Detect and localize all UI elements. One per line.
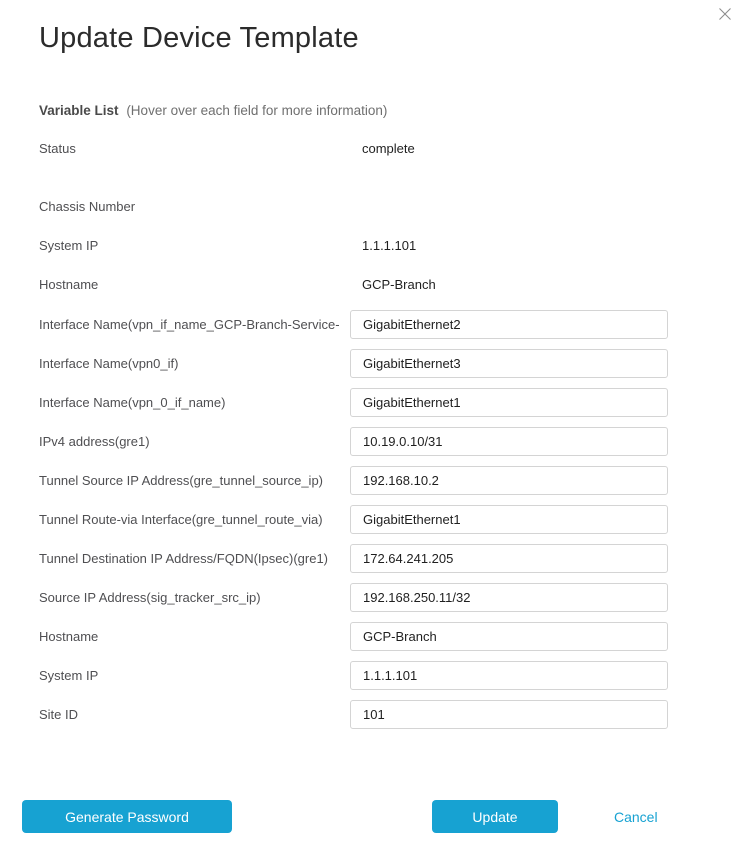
tunnel-source-ip-input[interactable]	[350, 466, 668, 495]
row-system-ip-input	[39, 661, 713, 690]
row-hostname-input	[39, 622, 713, 651]
field-label: Hostname	[39, 276, 99, 292]
field-label: IPv4 address(gre1)	[39, 434, 150, 449]
dialog-title: Update Device Template	[39, 22, 359, 54]
field-label: Interface Name(vpn_if_name_GCP-Branch-Service-	[39, 317, 340, 332]
row-site-id	[39, 700, 713, 729]
cancel-button[interactable]: Cancel	[614, 808, 658, 825]
field-label: Site ID	[39, 707, 79, 722]
row-tunnel-destination-ip	[39, 544, 713, 573]
update-button[interactable]: Update	[432, 800, 558, 833]
field-label: Interface Name(vpn0_if)	[39, 356, 179, 371]
field-label: Chassis Number	[39, 198, 136, 214]
system-ip-input[interactable]	[350, 661, 668, 690]
interface-name-service-input[interactable]	[350, 310, 668, 339]
close-icon[interactable]	[717, 6, 733, 22]
row-interface-name-service	[39, 310, 713, 339]
system-ip-value: 1.1.1.101	[362, 237, 417, 253]
row-interface-name-vpn-0-if-name	[39, 388, 713, 417]
ipv4-address-gre1-input[interactable]	[350, 427, 668, 456]
interface-name-vpn0-if-input[interactable]	[350, 349, 668, 378]
variable-list-heading: Variable List	[39, 103, 119, 118]
source-ip-tracker-input[interactable]	[350, 583, 668, 612]
row-tunnel-route-via	[39, 505, 713, 534]
variable-list	[39, 135, 713, 729]
hostname-value: GCP-Branch	[362, 276, 436, 292]
interface-name-vpn-0-if-name-input[interactable]	[350, 388, 668, 417]
site-id-input[interactable]	[350, 700, 668, 729]
variable-list-header	[39, 103, 713, 118]
row-hostname	[39, 271, 713, 297]
variable-list-hint: (Hover over each field for more information)	[126, 103, 388, 118]
field-label: Tunnel Source IP Address(gre_tunnel_source_ip)	[39, 473, 324, 488]
field-label: System IP	[39, 237, 99, 253]
row-system-ip	[39, 232, 713, 258]
hostname-input[interactable]	[350, 622, 668, 651]
field-label: Source IP Address(sig_tracker_src_ip)	[39, 590, 261, 605]
field-label: Tunnel Route-via Interface(gre_tunnel_route_via)	[39, 512, 323, 527]
row-interface-name-vpn0-if	[39, 349, 713, 378]
tunnel-route-via-input[interactable]	[350, 505, 668, 534]
field-label: System IP	[39, 668, 99, 683]
row-chassis-number	[39, 193, 713, 219]
row-status	[39, 135, 713, 161]
row-tunnel-source-ip	[39, 466, 713, 495]
row-ipv4-address-gre1	[39, 427, 713, 456]
generate-password-button[interactable]: Generate Password	[22, 800, 232, 833]
field-label: Status	[39, 140, 76, 156]
field-label: Interface Name(vpn_0_if_name)	[39, 395, 226, 410]
status-value: complete	[362, 140, 415, 156]
tunnel-destination-ip-input[interactable]	[350, 544, 668, 573]
row-source-ip-tracker	[39, 583, 713, 612]
dialog-footer	[22, 800, 752, 833]
field-label: Tunnel Destination IP Address/FQDN(Ipsec)(gre1)	[39, 551, 329, 566]
field-label: Hostname	[39, 629, 99, 644]
